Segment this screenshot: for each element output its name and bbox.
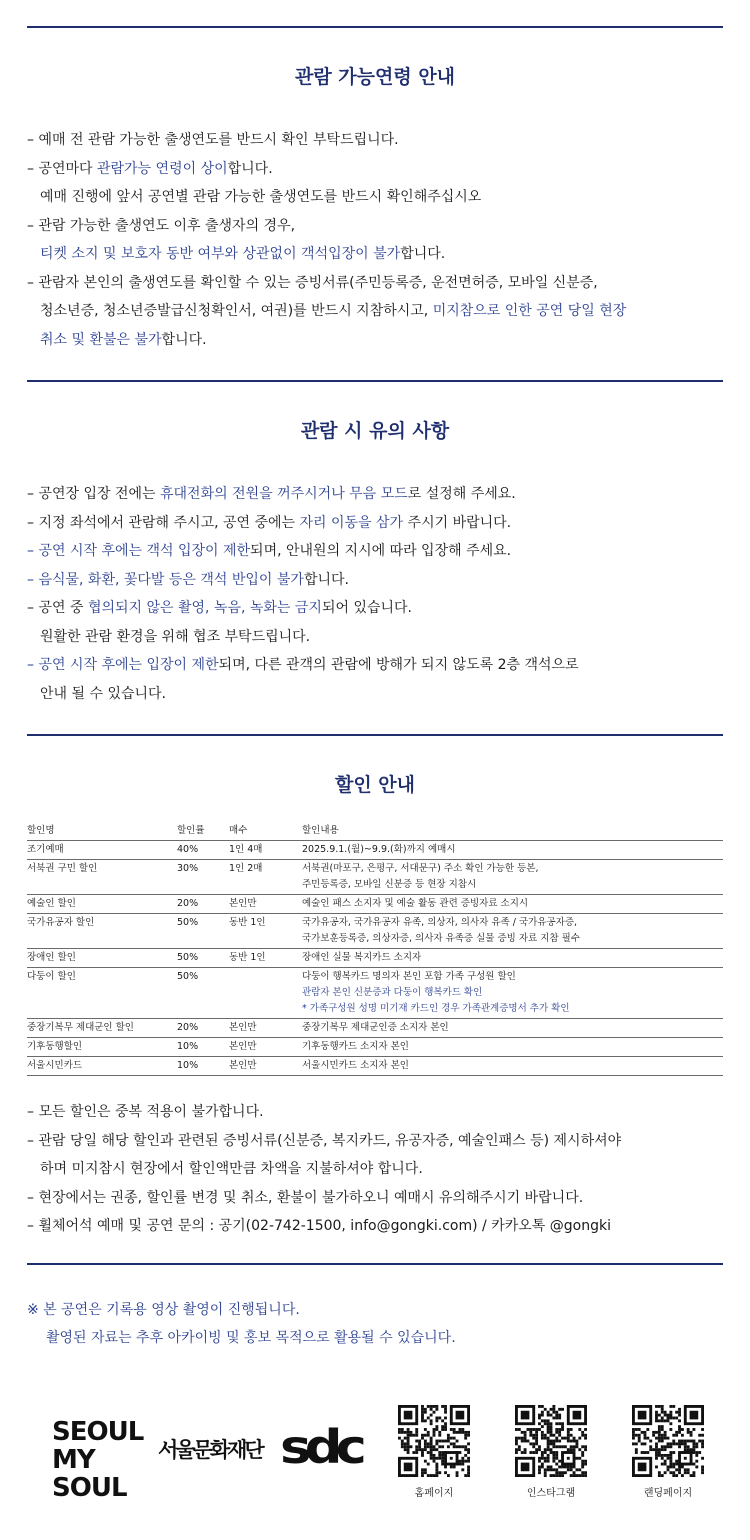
table-row (27, 949, 723, 968)
list-item (27, 537, 727, 566)
table-row (27, 895, 723, 914)
list-text: 로 설정해 주세요. (407, 486, 516, 502)
discount-details (302, 968, 723, 1019)
discount-detail-line: 서울시민카드 소지자 본인 (302, 1060, 409, 1071)
list-item (27, 623, 727, 652)
highlight-text: 협의되지 않은 촬영, 녹음, 녹화는 금지 (87, 600, 322, 616)
discount-detail-line: * 가족구성원 성명 미기재 카드인 경우 가족관계증명서 추가 확인 (302, 1003, 570, 1014)
list-text: 합니다. (161, 331, 207, 348)
discount-name: 기후동행할인 (27, 1038, 177, 1057)
discount-rate: 10% (177, 1038, 229, 1057)
list-text: – 휠체어석 예매 및 공연 문의 : 공기(02-742-1500, info@gongki.com) / 카카오톡 @gongki (27, 1218, 611, 1234)
discount-table (27, 822, 723, 1076)
discount-section-title: 할인 안내 (334, 774, 416, 796)
list-text: – 지정 좌석에서 관람해 주시고, 공연 중에는 (27, 514, 300, 531)
discount-detail-line: 서북권(마포구, 은평구, 서대문구) 주소 확인 가능한 등본, (302, 863, 539, 874)
list-text: 합니다. (400, 246, 446, 262)
discount-details (302, 860, 723, 895)
list-text: – 예매 전 관람 가능한 출생연도를 반드시 확인 부탁드립니다. (27, 132, 399, 148)
header-rate: 할인률 (177, 822, 229, 841)
list-item (27, 155, 727, 184)
header-qty: 매수 (229, 822, 302, 841)
list-item (27, 1098, 727, 1127)
list-text: 청소년증, 청소년증발급신청확인서, 여권)를 반드시 지참하시고, (40, 303, 433, 319)
discount-rate: 20% (177, 1019, 229, 1038)
discount-name: 조기예매 (27, 841, 177, 860)
seoul-logo-bottom: MY SOUL (52, 1445, 127, 1503)
discount-details (302, 895, 723, 914)
list-text: – 모든 할인은 중복 적용이 불가합니다. (27, 1104, 264, 1120)
discount-rate: 30% (177, 860, 229, 895)
recording-notice (27, 1296, 456, 1352)
discount-detail-line: 주민등록증, 모바일 신분증 등 현장 지참시 (302, 879, 477, 890)
highlight-text: 자리 이동을 삼가 (299, 514, 404, 531)
discount-rate: 50% (177, 968, 229, 1019)
qr-label-landing: 랜딩페이지 (643, 1488, 693, 1499)
discount-details (302, 914, 723, 949)
discount-detail-line: 예술인 패스 소지자 및 예술 활동 관련 증빙자료 소지시 (302, 898, 529, 909)
caution-section-title: 관람 시 유의 사항 (300, 420, 450, 442)
list-item (27, 183, 727, 212)
list-item (27, 240, 727, 269)
table-row (27, 1038, 723, 1057)
highlight-text: 관람가능 연령이 상이 (97, 160, 228, 177)
highlight-text: 티켓 소지 및 보호자 동반 여부와 상관없이 객석입장이 불가 (40, 246, 401, 262)
highlight-text: 미지참으로 인한 공연 당일 현장 (432, 303, 627, 319)
list-item (27, 480, 727, 509)
footer-logos (0, 1400, 750, 1510)
discount-detail-line: 다둥이 행복카드 명의자 본인 포함 가족 구성원 할인 (302, 971, 516, 982)
recording-notice-line2: 촬영된 자료는 추후 아카이빙 및 홍보 목적으로 활용될 수 있습니다. (46, 1330, 456, 1346)
header-name: 할인명 (27, 822, 177, 841)
list-item (27, 651, 727, 680)
discount-details (302, 1057, 723, 1076)
list-item (27, 566, 727, 595)
qr-landing[interactable] (632, 1405, 704, 1499)
divider-top (27, 26, 723, 28)
discount-rate: 50% (177, 914, 229, 949)
table-row (27, 914, 723, 949)
discount-qty: 본인만 (229, 1019, 302, 1038)
list-text: 주시기 바랍니다. (403, 514, 512, 531)
sdc-logo (280, 1420, 360, 1474)
caution-guidelines-list (27, 480, 727, 708)
list-item (27, 297, 727, 326)
list-item (27, 269, 727, 298)
sdc-logo-text: sdc (280, 1420, 361, 1474)
qr-instagram[interactable] (515, 1405, 587, 1499)
divider-discount-notice (27, 1263, 723, 1265)
discount-name: 서북권 구민 할인 (27, 860, 177, 895)
discount-rate: 40% (177, 841, 229, 860)
discount-table-header (27, 822, 723, 841)
discount-qty: 동반 1인 (229, 914, 302, 949)
discount-rate: 10% (177, 1057, 229, 1076)
divider-caution-discount (27, 734, 723, 736)
discount-rate: 50% (177, 949, 229, 968)
table-row (27, 1019, 723, 1038)
qr-code-icon[interactable] (398, 1405, 470, 1477)
list-item (27, 594, 727, 623)
seoul-logo-top: SEOUL (52, 1417, 144, 1447)
discount-rate: 20% (177, 895, 229, 914)
discount-table-body (27, 841, 723, 1076)
list-item (27, 326, 727, 355)
list-text: 되며, 안내원의 지시에 따라 입장해 주세요. (250, 543, 512, 559)
list-item (27, 1184, 727, 1213)
discount-qty: 본인만 (229, 1057, 302, 1076)
table-row (27, 968, 723, 1019)
discount-details (302, 949, 723, 968)
discount-name: 다둥이 할인 (27, 968, 177, 1019)
discount-qty: 1인 2매 (229, 860, 302, 895)
highlight-text: 취소 및 환불은 불가 (40, 331, 162, 348)
list-text: – 관람자 본인의 출생연도를 확인할 수 있는 증빙서류(주민등록증, 운전면허증, 모바일 신분증, (27, 274, 598, 291)
list-item (27, 1155, 727, 1184)
list-text: – 현장에서는 권종, 할인률 변경 및 취소, 환불이 불가하오니 예매시 유의해주시기 바랍니다. (27, 1189, 584, 1206)
list-item (27, 126, 727, 155)
discount-detail-line: 중장기복무 제대군인증 소지자 본인 (302, 1022, 449, 1033)
header-details: 할인내용 (302, 822, 723, 841)
discount-qty: 1인 4매 (229, 841, 302, 860)
table-row (27, 841, 723, 860)
discount-qty (229, 968, 302, 1019)
list-text: 예매 진행에 앞서 공연별 관람 가능한 출생연도를 반드시 확인해주십시오 (40, 189, 482, 205)
list-text: 원활한 관람 환경을 위해 협조 부탁드립니다. (40, 628, 311, 645)
list-text: 되며, 다른 관객의 관람에 방해가 되지 않도록 2층 객석으로 (218, 657, 579, 673)
qr-homepage[interactable] (398, 1405, 470, 1499)
list-text: – 관람 당일 해당 할인과 관련된 증빙서류(신분증, 복지카드, 유공자증, 예술인패스 등) 제시하셔야 (27, 1132, 622, 1149)
list-text: 합니다. (227, 160, 273, 177)
discount-detail-line: 관람자 본인 신분증과 다둥이 행복카드 확인 (302, 987, 483, 998)
discount-details (302, 841, 723, 860)
discount-notes-list (27, 1098, 727, 1241)
discount-qty: 동반 1인 (229, 949, 302, 968)
table-row (27, 1057, 723, 1076)
highlight-text: – 공연 시작 후에는 객석 입장이 제한 (27, 543, 251, 559)
list-text: – 공연장 입장 전에는 (27, 486, 160, 502)
qr-code-icon[interactable] (515, 1405, 587, 1477)
seoul-foundation-logo (158, 1434, 262, 1464)
recording-notice-line1: ※ 본 공연은 기록용 영상 촬영이 진행됩니다. (27, 1302, 300, 1318)
discount-name: 서울시민카드 (27, 1057, 177, 1076)
discount-detail-line: 국가보훈등록증, 의상자증, 의사자 유족증 실물 증빙 자료 지참 필수 (302, 933, 580, 944)
discount-detail-line: 국가유공자, 국가유공자 유족, 의상자, 의사자 유족 / 국가유공자증, (302, 917, 578, 928)
list-text: – 관람 가능한 출생연도 이후 출생자의 경우, (27, 217, 296, 234)
discount-name: 예술인 할인 (27, 895, 177, 914)
age-section-title: 관람 가능연령 안내 (294, 66, 456, 88)
discount-detail-line: 2025.9.1.(월)~9.9.(화)까지 예매시 (302, 844, 456, 855)
discount-details (302, 1019, 723, 1038)
foundation-logo-text: 서울문화재단 (158, 1438, 262, 1462)
list-text: – 공연 중 (27, 600, 88, 616)
list-text: – 공연마다 (27, 160, 97, 177)
divider-age-caution (27, 380, 723, 382)
highlight-text: 휴대전화의 전원을 꺼주시거나 무음 모드 (160, 486, 408, 502)
list-text: 안내 될 수 있습니다. (40, 685, 166, 702)
list-item (27, 680, 727, 709)
list-item (27, 1127, 727, 1156)
discount-detail-line: 장애인 실물 복지카드 소지자 (302, 952, 422, 963)
list-text: 되어 있습니다. (321, 600, 412, 616)
list-item (27, 212, 727, 241)
discount-name: 중장기복무 제대군인 할인 (27, 1019, 177, 1038)
discount-detail-line: 기후동행카드 소지자 본인 (302, 1041, 409, 1052)
list-text: 하며 미지참시 현장에서 할인액만큼 차액을 지불하셔야 합니다. (40, 1161, 423, 1177)
seoul-my-soul-logo (52, 1417, 144, 1503)
discount-qty: 본인만 (229, 1038, 302, 1057)
discount-name: 국가유공자 할인 (27, 914, 177, 949)
list-item (27, 509, 727, 538)
list-item (27, 1212, 727, 1241)
highlight-text: – 음식물, 화환, 꽃다발 등은 객석 반입이 불가 (27, 571, 304, 588)
age-guidelines-list (27, 126, 727, 354)
qr-label-instagram: 인스타그램 (526, 1488, 576, 1499)
highlight-text: – 공연 시작 후에는 입장이 제한 (27, 657, 219, 673)
discount-name: 장애인 할인 (27, 949, 177, 968)
list-text: 합니다. (303, 571, 349, 588)
qr-label-homepage: 홈페이지 (414, 1488, 454, 1499)
discount-details (302, 1038, 723, 1057)
table-row (27, 860, 723, 895)
qr-code-icon[interactable] (632, 1405, 704, 1477)
discount-qty: 본인만 (229, 895, 302, 914)
